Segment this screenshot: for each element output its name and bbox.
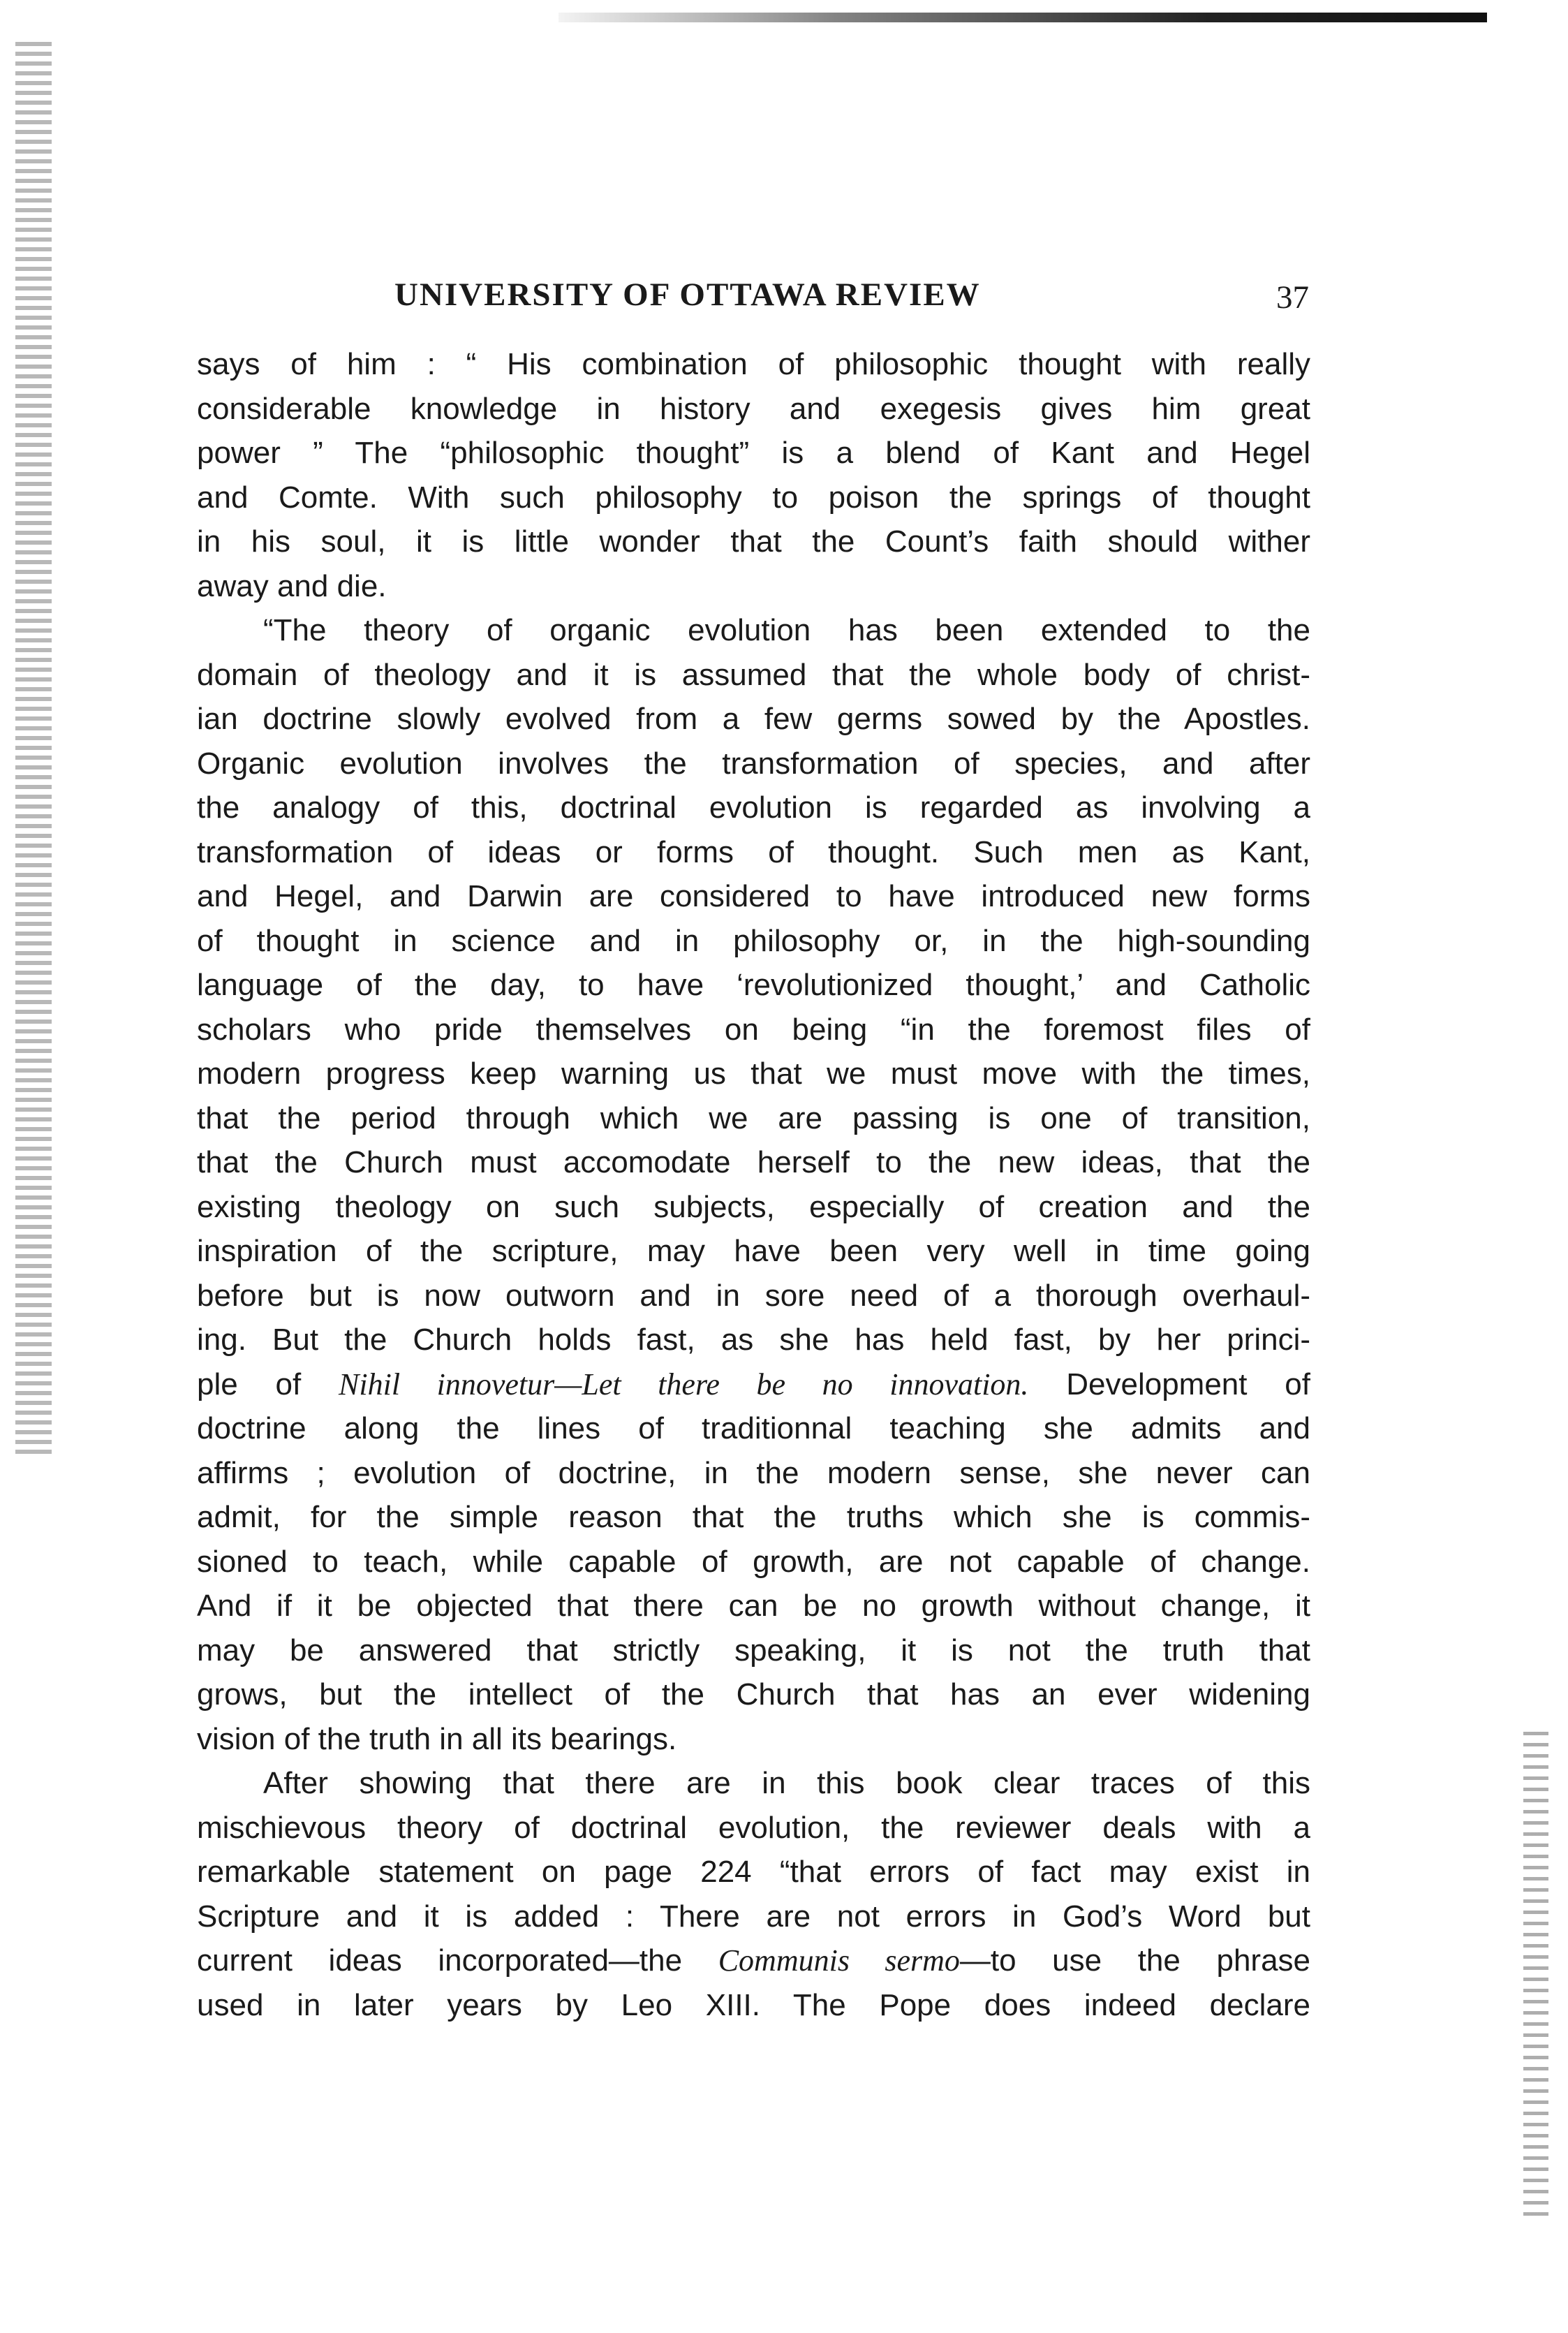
text-line (197, 1052, 1310, 1096)
text-line-content: away and die. (197, 568, 387, 603)
text-line (197, 1229, 1310, 1274)
text-line-content: Scripture and it is added : There are not errors in God’s Word but (197, 1899, 1310, 1934)
text-line (197, 1672, 1310, 1717)
text-line-content: existing theology on such subjects, especially of creation and the (197, 1189, 1310, 1224)
binding-edge-left (15, 42, 52, 1459)
text-line-content: and Hegel, and Darwin are considered to have introduced new forms (197, 879, 1310, 913)
text-line-continuation: —to use the phrase (959, 1943, 1311, 1978)
text-line-content: power ” The “philosophic thought” is a blend of Kant and Hegel (197, 436, 1310, 470)
text-line (197, 963, 1310, 1008)
text-line (197, 1096, 1310, 1141)
text-line-content: remarkable statement on page 224 “that errors of fact may exist in (197, 1855, 1310, 1889)
text-line-content: and Comte. With such philosophy to poison the springs of thought (197, 480, 1310, 515)
text-line-content: modern progress keep warning us that we must move with the times, (197, 1057, 1310, 1091)
scan-edge-rule (559, 13, 1487, 22)
italic-phrase: Nihil innovetur—Let there be no innovation. (339, 1367, 1029, 1401)
text-line-content: considerable knowledge in history and exegesis gives him great (197, 391, 1310, 426)
text-line-content: grows, but the intellect of the Church that has an ever widening (197, 1677, 1310, 1712)
text-line (197, 431, 1310, 476)
text-line (197, 1761, 1310, 1806)
text-line-content: mischievous theory of doctrinal evolution, the reviewer deals with a (197, 1810, 1310, 1845)
text-line-content: vision of the truth in all its bearings. (197, 1721, 677, 1756)
text-line (197, 1318, 1310, 1362)
text-line (197, 697, 1310, 742)
text-line-content: “The theory of organic evolution has been extended to the (263, 613, 1310, 647)
text-line-content: the analogy of this, doctrinal evolution is regarded as involving a (197, 790, 1310, 825)
text-line (197, 1850, 1310, 1894)
text-line-content: domain of theology and it is assumed that the whole body of christ- (197, 657, 1310, 692)
text-line (197, 1584, 1310, 1628)
text-line-content: used in later years by Leo XIII. The Pope does indeed declare (197, 1987, 1310, 2022)
text-line-content: doctrine along the lines of traditionnal teaching she admits and (197, 1411, 1310, 1445)
text-line (197, 919, 1310, 964)
running-head (199, 276, 1309, 325)
text-line (197, 342, 1310, 387)
text-line-content: says of him : “ His combination of philosophic thought with really (197, 347, 1310, 381)
text-line (197, 564, 1310, 609)
text-line (197, 520, 1310, 564)
text-line-content: language of the day, to have ‘revolutionized thought,’ and Catholic (197, 968, 1310, 1002)
text-line-continuation: Development of (1066, 1367, 1310, 1401)
text-line (197, 742, 1310, 786)
text-line (197, 874, 1310, 919)
text-line (197, 1406, 1310, 1451)
text-line (197, 1983, 1310, 2028)
text-line (197, 653, 1310, 698)
text-line-content: ple of (197, 1367, 302, 1401)
text-line (197, 1806, 1310, 1850)
text-line (197, 1185, 1310, 1230)
text-line-content: that the period through which we are passing is one of transition, (197, 1101, 1310, 1135)
text-line-content: scholars who pride themselves on being “in the foremost files of (197, 1012, 1310, 1047)
text-line-content: may be answered that strictly speaking, it is not the truth that (197, 1633, 1310, 1668)
text-line (197, 1628, 1310, 1673)
text-line-content: After showing that there are in this book clear traces of this (263, 1766, 1310, 1800)
text-line (197, 608, 1310, 653)
running-head-title: UNIVERSITY OF OTTAWA REVIEW (394, 277, 981, 313)
text-line (197, 1894, 1310, 1939)
text-line-content: admit, for the simple reason that the truths which she is commis- (197, 1500, 1310, 1534)
text-line-content: before but is now outworn and in sore need of a thorough overhaul- (197, 1278, 1310, 1313)
text-line (197, 1540, 1310, 1584)
binding-edge-right (1523, 1732, 1548, 2221)
text-line (197, 387, 1310, 432)
italic-phrase: Communis sermo (718, 1943, 960, 1978)
text-line (197, 1008, 1310, 1052)
text-line-content: current ideas incorporated—the (197, 1943, 683, 1978)
text-line-content: sioned to teach, while capable of growth, are not capable of change. (197, 1544, 1310, 1579)
text-line-content: ian doctrine slowly evolved from a few germs sowed by the Apostles. (197, 702, 1310, 736)
text-line-content: ing. But the Church holds fast, as she has held fast, by her princi- (197, 1323, 1310, 1357)
text-line-content: And if it be objected that there can be no growth without change, it (197, 1589, 1310, 1623)
text-line (197, 1938, 1310, 1983)
text-line-content: Organic evolution involves the transformation of species, and after (197, 746, 1310, 781)
body-text (197, 342, 1310, 2027)
text-line-content: inspiration of the scripture, may have been very well in time going (197, 1234, 1310, 1268)
text-line-content: of thought in science and in philosophy or, in the high-sounding (197, 923, 1310, 958)
text-line (197, 476, 1310, 520)
text-line (197, 830, 1310, 875)
text-line (197, 1451, 1310, 1496)
text-line (197, 1495, 1310, 1540)
text-line-content: that the Church must accomodate herself to the new ideas, that the (197, 1145, 1310, 1179)
text-line-content: affirms ; evolution of doctrine, in the modern sense, she never can (197, 1455, 1310, 1490)
text-line (197, 1274, 1310, 1318)
text-line (197, 1717, 1310, 1762)
text-line-content: transformation of ideas or forms of thought. Such men as Kant, (197, 834, 1310, 869)
text-line (197, 1140, 1310, 1185)
text-line (197, 1362, 1310, 1407)
text-line (197, 786, 1310, 830)
page-number: 37 (1276, 279, 1309, 316)
text-line-content: in his soul, it is little wonder that the Count’s faith should wither (197, 524, 1310, 559)
